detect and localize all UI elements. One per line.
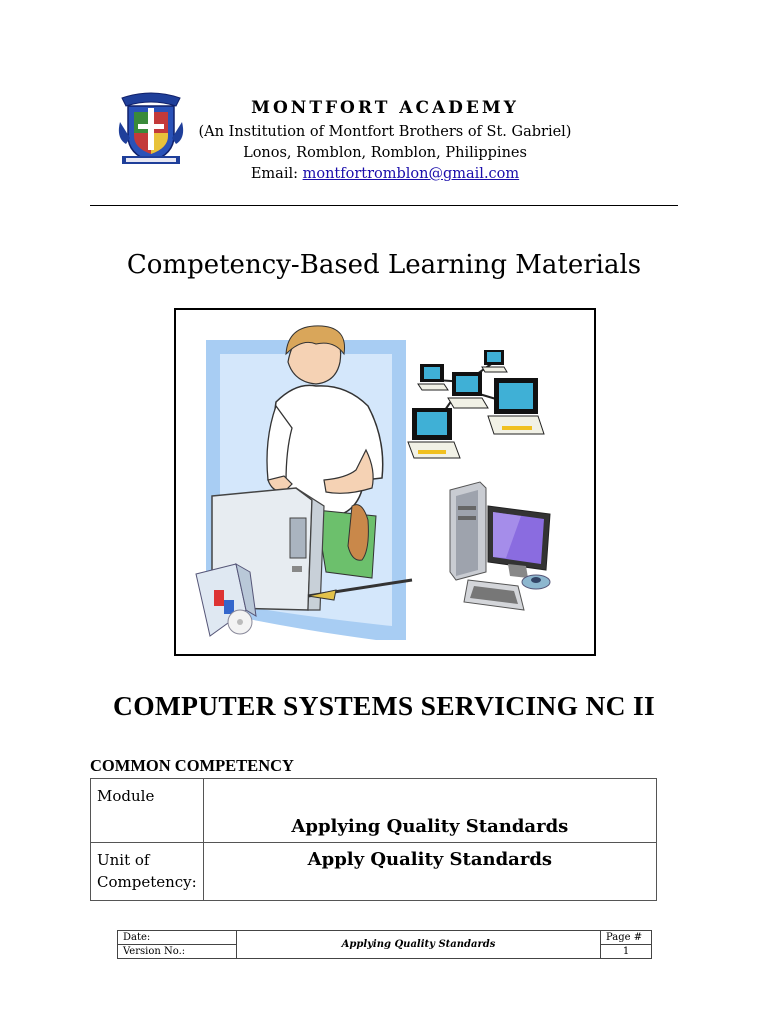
header-divider bbox=[90, 205, 678, 206]
school-header bbox=[185, 98, 585, 185]
email-line bbox=[185, 164, 585, 185]
school-name: MONTFORT ACADEMY bbox=[251, 98, 519, 118]
cover-illustration bbox=[174, 308, 596, 656]
email-link[interactable]: montfortromblon@gmail.com bbox=[302, 166, 520, 182]
technician-computer-illustration bbox=[176, 310, 594, 654]
module-label: Module bbox=[91, 779, 204, 843]
competency-table bbox=[90, 778, 657, 901]
footer-version-label: Version No.: bbox=[118, 945, 237, 959]
software-box bbox=[196, 564, 256, 636]
institution-line: (An Institution of Montfort Brothers of St. Gabriel) bbox=[198, 124, 572, 140]
module-value bbox=[203, 779, 656, 843]
module-value-text: Applying Quality Standards bbox=[291, 816, 569, 837]
table-row bbox=[118, 931, 652, 945]
school-crest-logo bbox=[118, 88, 184, 168]
address-line: Lonos, Romblon, Romblon, Philippines bbox=[243, 145, 527, 161]
unit-value-text: Apply Quality Standards bbox=[307, 849, 553, 870]
document-title: Competency-Based Learning Materials bbox=[126, 250, 642, 280]
unit-label-line-2: Competency: bbox=[97, 873, 197, 891]
desktop-pc bbox=[450, 482, 550, 610]
network-computers bbox=[408, 350, 544, 458]
email-label: Email: bbox=[250, 166, 298, 182]
unit-label-line-1: Unit of bbox=[97, 851, 150, 869]
section-label: COMMON COMPETENCY bbox=[90, 756, 294, 775]
footer-page-number: 1 bbox=[601, 945, 652, 959]
unit-value bbox=[203, 843, 656, 901]
unit-label bbox=[91, 843, 204, 901]
footer-page-label: Page # bbox=[601, 931, 652, 945]
page-footer-table bbox=[117, 930, 652, 959]
table-row bbox=[91, 843, 657, 901]
footer-title: Applying Quality Standards bbox=[237, 931, 601, 959]
course-title: COMPUTER SYSTEMS SERVICING NC II bbox=[113, 690, 655, 721]
table-row bbox=[91, 779, 657, 843]
footer-date-label: Date: bbox=[118, 931, 237, 945]
